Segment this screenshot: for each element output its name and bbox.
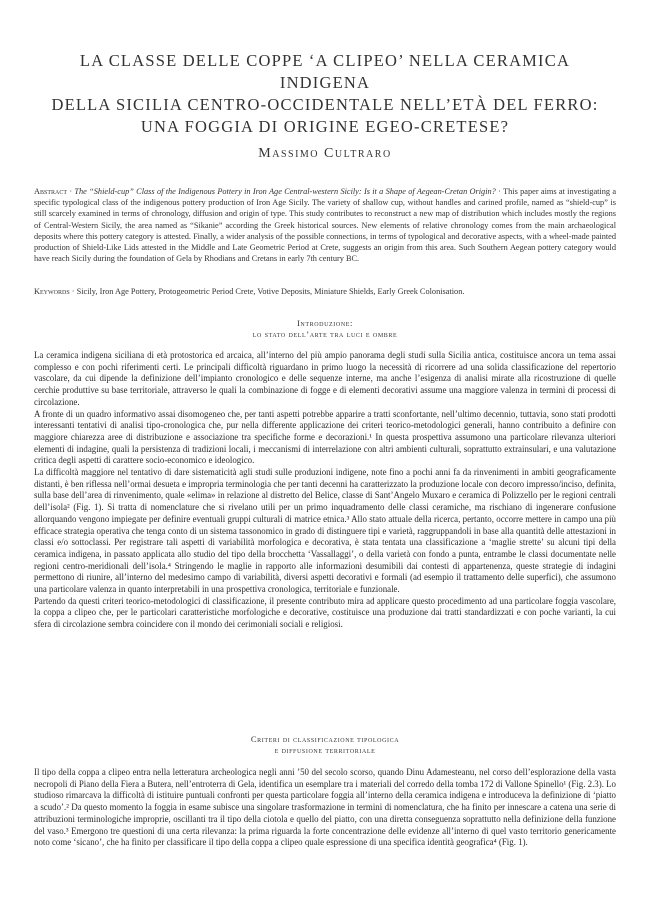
section-1-heading-line-2: lo stato dell’arte tra luci e ombre: [252, 329, 398, 339]
section-1-paragraph-3: La difficoltà maggiore nel tentativo di dare sistematicità agli studi sulle produzioni indigene, note fino a pochi anni fa da rinvenimenti in ambiti geograficamente distanti, è ben riflessa nell’ormai desueta e impropria terminologia che per tanti decenni ha caratterizzato la produzione locale con decoro impresso/inciso, definita, sulla base dell’area di rinvenimento, quale «elima» in relazione al distretto del Belice, classe di Sant’Angelo Muxaro e ceramica di Polizzello per le regioni centrali dell’isola² (Fig. 1). Si tratta di nomenclature che si rivelano utili per un primo inquadramento delle classi ceramiche, ma rischiano di ingenerare confusione allorquando vengono impiegate per definire eventuali gruppi culturali di matrice etnica.³ Allo stato attuale della ricerca, pertanto, occorre mettere in campo una più efficace strategia operativa che tenga conto di un sistema tassonomico in grado di distinguere tipi e varietà, raggruppandoli in base alla quantità delle attestazioni in classi e/o sottoclassi. Per registrare tali aspetti di variabilità morfologica e decorativa, è stata tentata una classificazione a ‘maglie strette’ su alcuni tipi della ceramica indigena, in passato applicata allo studio del tipo della brocchetta ‘Vassallaggi’, o della varietà con fondo a punta, entrambe le classi documentate nelle regioni centro-meridionali dell’isola.⁴ Stringendo le maglie in rapporto alle informazioni desumibili dai contesti di appartenenza, queste strategie di indagini permettono di riunire, all’interno del medesimo campo di variabilità, diversi aspetti decorativi e formali (ad esempio il trattamento delle superfici), che assumono una particolare valenza in quanto interpretabili in una prospettiva cronologica, territoriale e funzionale.: [34, 467, 616, 595]
abstract-label: Abstract: [34, 187, 67, 196]
title-line-2: INDIGENA: [279, 73, 371, 92]
author-name: Massimo Cultraro: [258, 146, 392, 161]
section-1-paragraph-4: Partendo da questi criteri teorico-metodologici di classificazione, il presente contributo mira ad applicare questo procedimento ad una particolare foggia vascolare, la coppa a clipeo che, per le particolari caratteristiche morfologiche e decorative, costituisce una produzione dai tratti standardizzati e con poche varianti, la cui sfera di circolazione sembra coincidere con il mondo dei cerimoniali sociali e religiosi.: [34, 595, 616, 630]
article-title: [40, 50, 610, 138]
section-2-heading-line-2: e diffusione territoriale: [274, 745, 376, 755]
section-2-heading-line-1: Criteri di classificazione tipologica: [250, 734, 400, 744]
abstract: Abstract · The “Shield-cup” Class of the Indigenous Pottery in Iron Age Central-western Sicily: Is it a Shape of Aegean-Cretan Origin? · This paper aims at investigating a specific typological class of the indigenous pottery production of Iron Age Sicily. The variety of shallow cup, without handles and carined profile, named as “shield-cup” is still scarcely examined in terms of chronology, diffusion and origin of type. This study contributes to reconstruct a new map of distribution which includes mostly the regions of Central-Western Sicily, the area named as “Sikanie” according the Greek historical sources. New elements of relative chronology comes from the main archaeological deposits where this pottery category is attested. Finally, a wider analysis of the possible connections, in terms of typological and decorative aspects, with a wheel-made painted production of Shield-Like Lids attested in the Middle and Late Geometric Period at Crete, suggests an origin from this area. Such Southern Aegean pottery category would have reach Sicily during the foundation of Gela by Rhodians and Cretans in early 7th century BC.: [34, 187, 617, 264]
section-heading-introduction: [0, 318, 650, 340]
title-line-1: LA CLASSE DELLE COPPE ‘A CLIPEO’ NELLA CERAMICA: [79, 51, 571, 70]
keywords-label: Keywords: [34, 287, 70, 296]
abstract-text: This paper aims at investigating a specific typological class of the indigenous pottery production of Iron Age Sicily. The variety of shallow cup, without handles and carined profile, named as “shield-cup” is still scarcely examined in terms of chronology, diffusion and origin of type. This study contributes to reconstruct a new map of distribution which includes mostly the regions of Central-Western Sicily, the area named as “Sikanie” according the Greek historical sources. New elements of relative chronology comes from the main archaeological deposits where this pottery category is attested. Finally, a wider analysis of the possible connections, in terms of typological and decorative aspects, with a wheel-made painted production of Shield-Like Lids attested in the Middle and Late Geometric Period at Crete, suggests an origin from this area. Such Southern Aegean pottery category would have reach Sicily during the foundation of Gela by Rhodians and Cretans in early 7th century BC.: [34, 187, 617, 264]
title-line-4: UNA FOGGIA DI ORIGINE EGEO-CRETESE?: [140, 117, 510, 136]
section-2-body: [34, 767, 616, 849]
title-line-3: DELLA SICILIA CENTRO-OCCIDENTALE NELL’ETÀ DEL FERRO:: [51, 95, 599, 114]
section-1-paragraph-1: La ceramica indigena siciliana di età protostorica ed arcaica, all’interno del più ampio panorama degli studi sulla Sicilia antica, costituisce ancora un tema assai complesso e con pochi riferimenti certi. Le principali difficoltà riguardano in primo luogo la necessità di ricorrere ad una solida classificazione del repertorio vascolare, da cui dipende la definizione dell’impianto cronologico e delle sequenze interne, ma anche l’esigenza di analisi mirate alla ricostruzione di quelle cerchie produttive su base territoriale, attraverso le quali la combinazione di fogge e di elementi decorativi assume una maggiore valenza in termini di processi di circolazione.: [34, 350, 616, 407]
section-2-paragraph-1: Il tipo della coppa a clipeo entra nella letteratura archeologica negli anni ’50 del secolo scorso, quando Dinu Adamesteanu, nel corso dell’esplorazione della vasta necropoli di Piano della Fiera a Butera, nell’entroterra di Gela, identifica un esemplare tra i materiali del corredo della tomba 172 di Vallone Spinello¹ (Fig. 2.3). Lo studioso rimarcava la difficoltà di istituire puntuali confronti per questa particolare foggia all’interno della ceramica indigena e introduceva la definizione di ‘piatto a scudo’.² Da questo momento la foggia in esame subisce una singolare trasformazione in termini di nomenclatura, che ha finito per innescare a catena una serie di attribuzioni terminologiche improprie, oscillanti tra il tipo della ciotola e quello del piatto, con una diretta conseguenza soprattutto nella definizione della funzione del vaso.³ Emergono tre questioni di una certa rilevanza: la prima riguarda la forte concentrazione delle evidenze all’interno di quel vasto territorio genericamente noto come ‘sicano’, che ha finito per classificare il tipo della coppa a clipeo quale espressione di una specifica identità geografica⁴ (Fig. 1).: [34, 767, 616, 848]
section-1-paragraph-2: A fronte di un quadro informativo assai disomogeneo che, per tanti aspetti potrebbe apparire a tratti sconfortante, nell’ultimo decennio, tuttavia, sono stati prodotti interessanti tentativi di analisi tipo-cronologica che, pur nella differente applicazione dei criteri teorico-metodologici generali, hanno contribuito a definire con maggiore chiarezza aree di distribuzione e associazione tra specifiche forme e decorazioni.¹ In questa prospettiva assumono una particolare rilevanza ulteriori elementi di indagine, quali la persistenza di tradizioni locali, i meccanismi di interrelazione con altri ambienti culturali, soprattutto extrainsulari, e una valutazione critica degli aspetti di carattere socio-economico e ideologico.: [34, 408, 616, 466]
section-1-body: [34, 350, 616, 631]
abstract-english-title: The “Shield-cup” Class of the Indigenous Pottery in Iron Age Central-western Sicily: Is it a Shape of Aegean-Cretan Origin?: [74, 187, 496, 196]
section-1-heading-line-1: Introduzione:: [296, 318, 354, 328]
keywords: Keywords · Sicily, Iron Age Pottery, Protogeometric Period Crete, Votive Deposits, Miniature Shields, Early Greek Colonisation.: [34, 287, 465, 296]
section-heading-criteria: [0, 734, 650, 756]
keywords-text: Sicily, Iron Age Pottery, Protogeometric Period Crete, Votive Deposits, Miniature Shields, Early Greek Colonisation.: [76, 287, 465, 296]
